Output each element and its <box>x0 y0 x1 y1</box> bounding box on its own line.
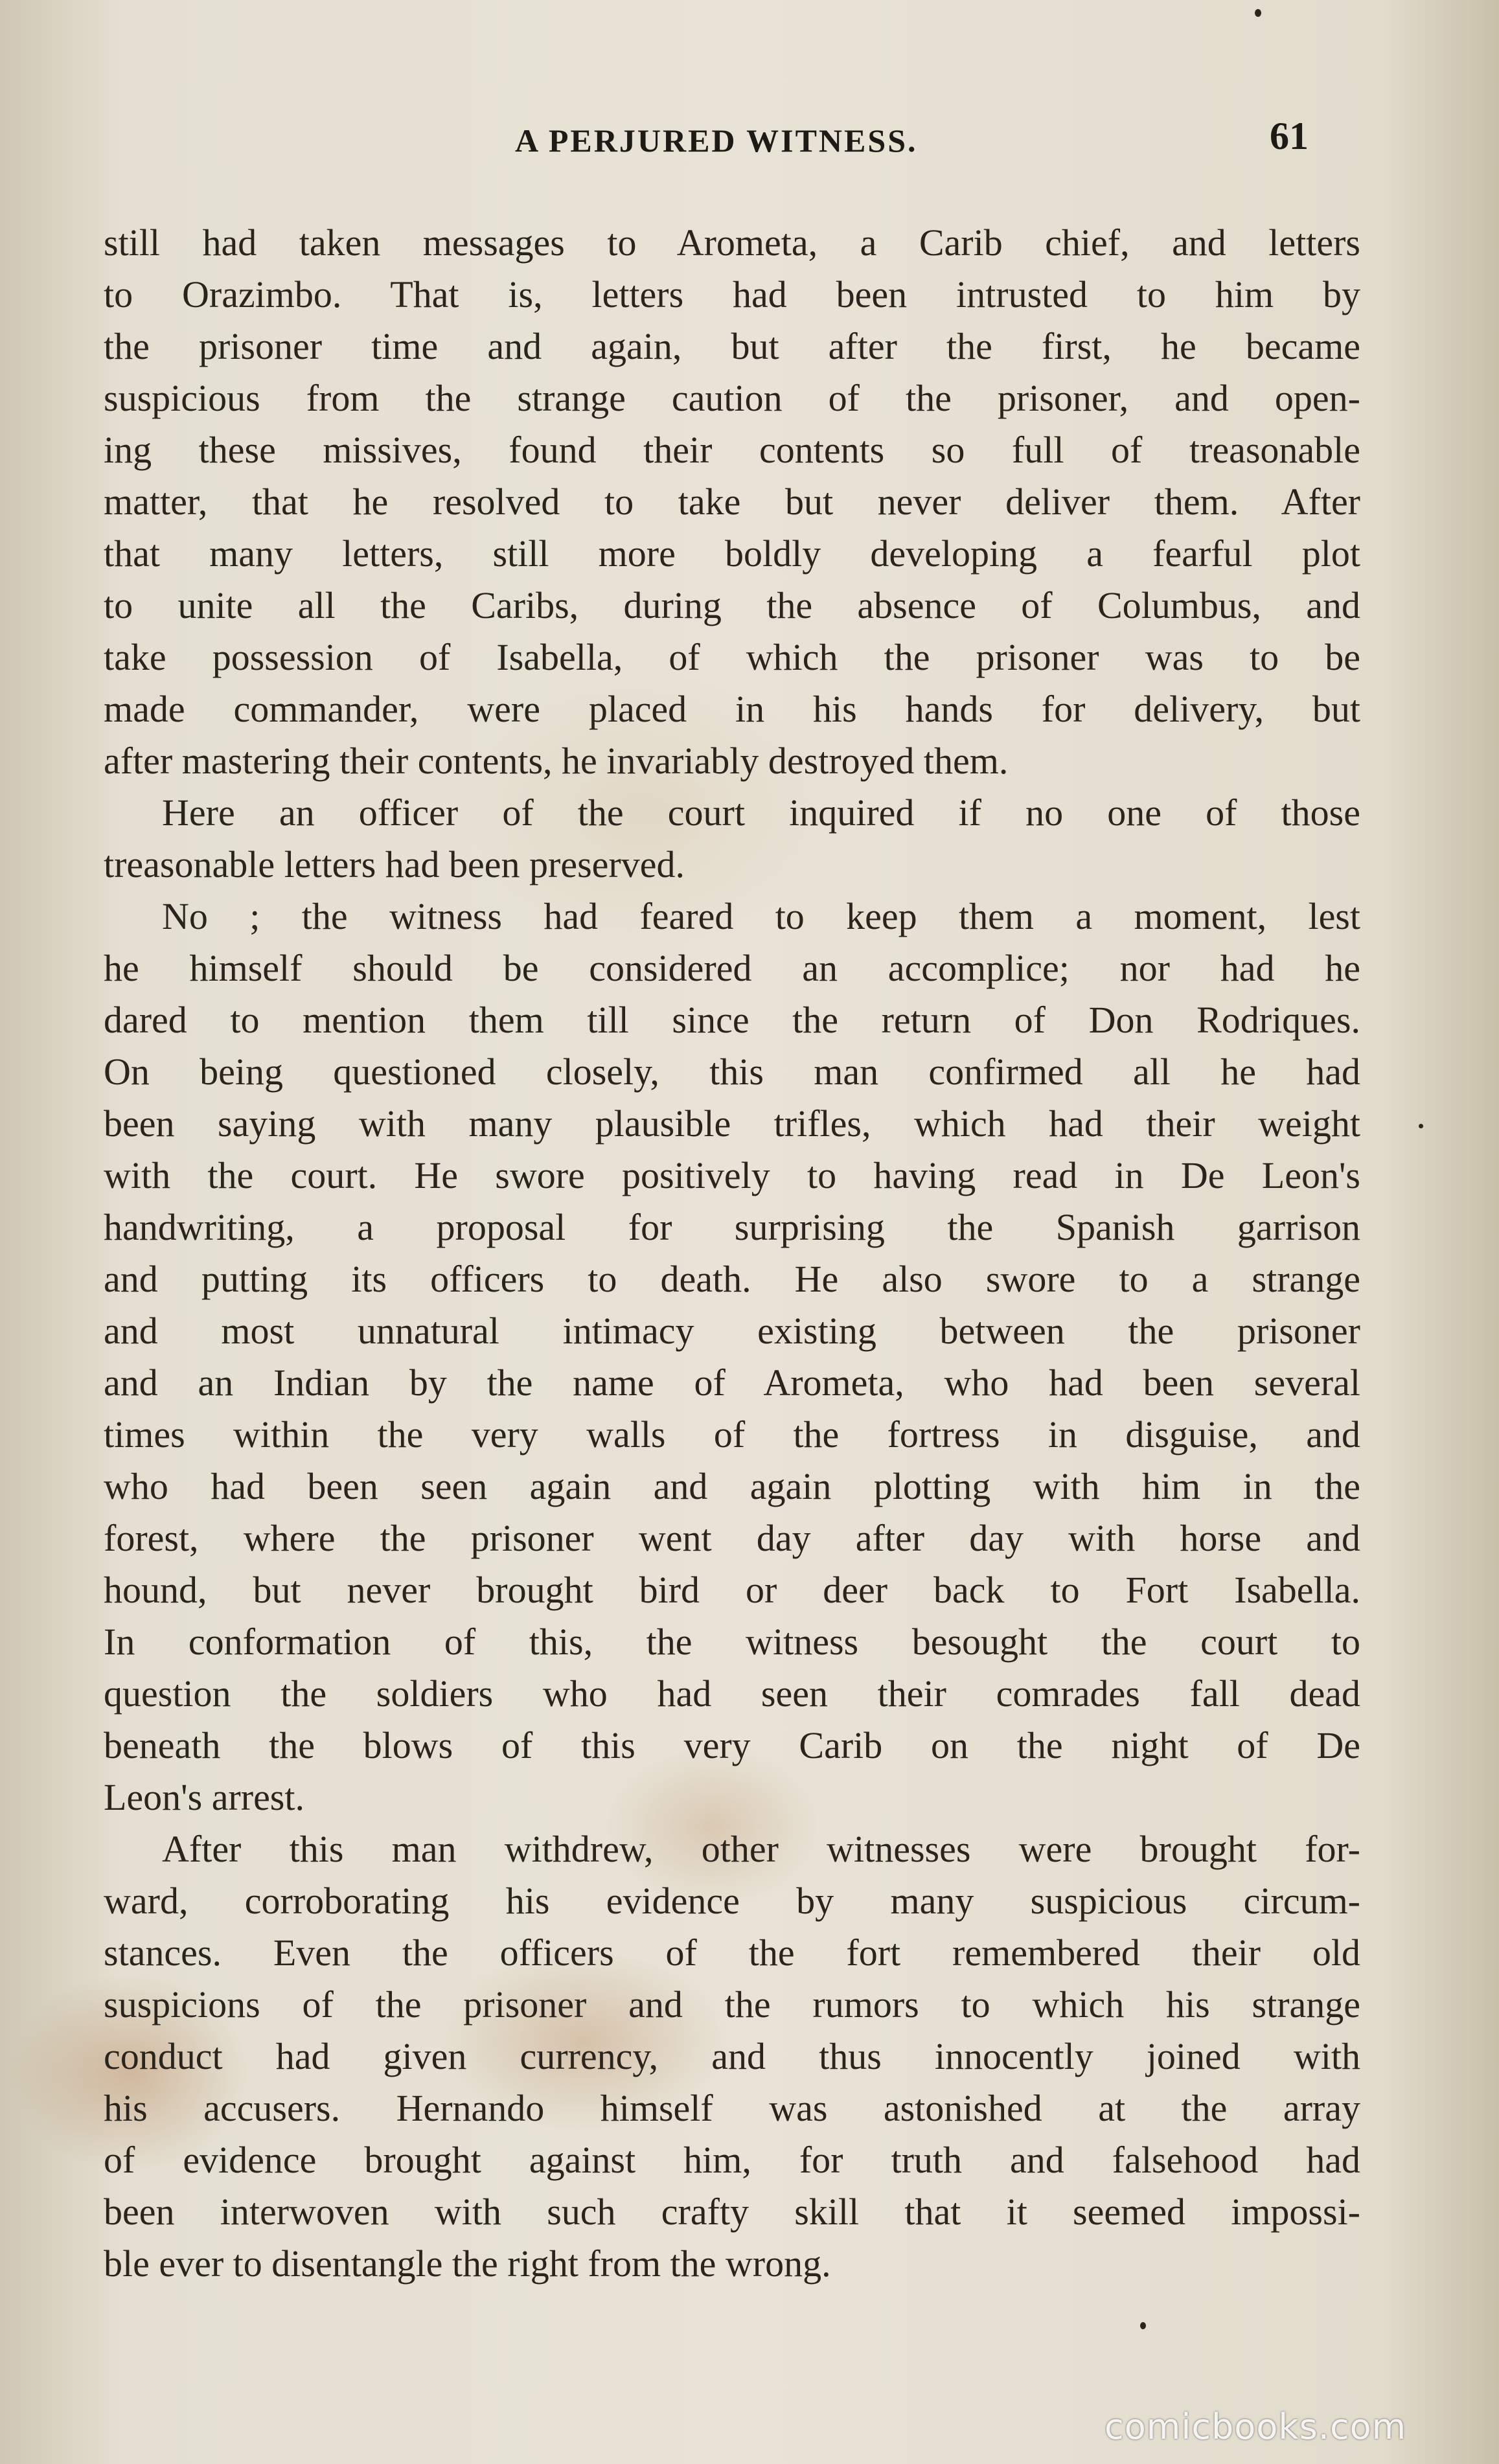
text-line: ward, corroborating his evidence by many suspicious circum- <box>104 1880 1360 1922</box>
page-number: 61 <box>1270 115 1309 157</box>
text-line: stances. Even the officers of the fort remembered their old <box>104 1932 1360 1974</box>
watermark: comicbooks.com <box>1104 2406 1407 2447</box>
text-line: handwriting, a proposal for surprising the Spanish garrison <box>104 1206 1360 1248</box>
text-line: he himself should be considered an accomplice; nor had he <box>104 947 1360 989</box>
text-line: after mastering their contents, he invariably destroyed them. <box>104 740 1009 782</box>
text-line: and an Indian by the name of Arometa, who had been several <box>104 1362 1360 1404</box>
text-line: Leon's arrest. <box>104 1776 304 1818</box>
text-line: made commander, were placed in his hands for delivery, but <box>104 688 1360 730</box>
text-line: to unite all the Caribs, during the absence of Columbus, and <box>104 584 1360 626</box>
text-line: been saying with many plausible trifles, which had their weight <box>104 1102 1360 1145</box>
text-line: and most unnatural intimacy existing between the prisoner <box>104 1310 1360 1352</box>
text-line: that many letters, still more boldly developing a fearful plot <box>104 532 1360 575</box>
text-line: the prisoner time and again, but after the first, he became <box>104 325 1360 367</box>
text-line: suspicions of the prisoner and the rumors to which his strange <box>104 1983 1360 2025</box>
text-line: ble ever to disentangle the right from the wrong. <box>104 2242 831 2285</box>
text-line: who had been seen again and again plotting with him in the <box>104 1465 1360 1507</box>
body-text <box>104 217 1360 2290</box>
ink-speck <box>1419 1124 1423 1128</box>
text-line: matter, that he resolved to take but never deliver them. After <box>104 481 1360 523</box>
text-line: take possession of Isabella, of which the prisoner was to be <box>104 636 1360 678</box>
text-line: of evidence brought against him, for truth and falsehood had <box>104 2139 1360 2181</box>
text-line: After this man withdrew, other witnesses were brought for- <box>162 1828 1360 1870</box>
text-line: Here an officer of the court inquired if no one of those <box>162 792 1360 834</box>
ink-speck <box>1140 2322 1146 2329</box>
text-line: times within the very walls of the fortress in disguise, and <box>104 1413 1360 1455</box>
text-line: with the court. He swore positively to having read in De Leon's <box>104 1154 1360 1196</box>
text-line: conduct had given currency, and thus innocently joined with <box>104 2035 1360 2077</box>
running-head: A PERJURED WITNESS. <box>515 122 918 159</box>
ink-speck <box>1255 9 1261 17</box>
text-line: No ; the witness had feared to keep them a moment, lest <box>162 895 1360 937</box>
text-line: beneath the blows of this very Carib on the night of De <box>104 1724 1360 1766</box>
page-header <box>0 110 1499 168</box>
text-line: On being questioned closely, this man confirmed all he had <box>104 1051 1360 1093</box>
text-line: his accusers. Hernando himself was astonished at the array <box>104 2087 1360 2129</box>
text-line: still had taken messages to Arometa, a Carib chief, and letters <box>104 222 1360 264</box>
text-line: question the soldiers who had seen their comrades fall dead <box>104 1672 1360 1715</box>
text-line: and putting its officers to death. He also swore to a strange <box>104 1258 1360 1300</box>
text-line: hound, but never brought bird or deer back to Fort Isabella. <box>104 1569 1360 1611</box>
text-line: In conformation of this, the witness besought the court to <box>104 1621 1360 1663</box>
text-line: suspicious from the strange caution of the prisoner, and open- <box>104 377 1360 419</box>
text-line: been interwoven with such crafty skill that it seemed impossi- <box>104 2191 1360 2233</box>
text-line: dared to mention them till since the return of Don Rodriques. <box>104 999 1360 1041</box>
text-line: to Orazimbo. That is, letters had been intrusted to him by <box>104 273 1360 315</box>
text-line: treasonable letters had been preserved. <box>104 843 685 885</box>
text-line: forest, where the prisoner went day after day with horse and <box>104 1517 1360 1559</box>
text-line: ing these missives, found their contents so full of treasonable <box>104 429 1360 471</box>
